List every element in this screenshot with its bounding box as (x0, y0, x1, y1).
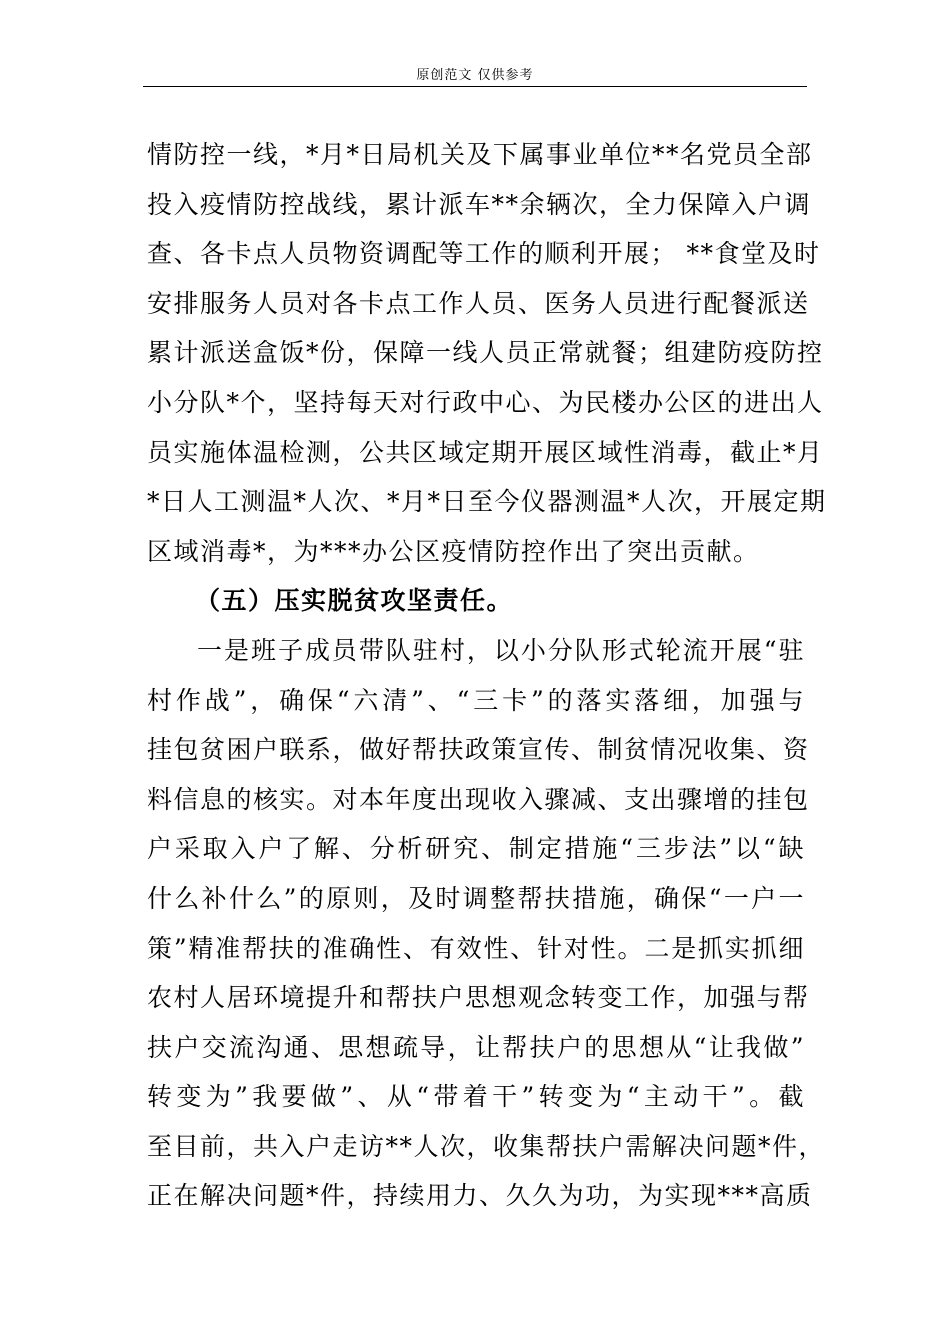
header-divider (143, 86, 807, 87)
text-line: 至目前，共入户走访**人次，收集帮扶户需解决问题*件， (147, 1131, 826, 1161)
text-line: 情防控一线，*月*日局机关及下属事业单位**名党员全部 (147, 140, 813, 169)
text-line: 小分队*个，坚持每天对行政中心、为民楼办公区的进出人 (147, 387, 824, 417)
text-line: 累计派送盒饭*份，保障一线人员正常就餐；组建防疫防控 (147, 338, 824, 368)
text-line: 一是班子成员带队驻村，以小分队形式轮流开展“驻 (197, 635, 805, 665)
text-line: 挂包贫困户联系，做好帮扶政策宣传、制贫情况收集、资 (147, 735, 810, 765)
document-body (147, 130, 827, 1221)
text-line: 投入疫情防控战线，累计派车**余辆次，全力保障入户调 (147, 189, 812, 219)
text-line: 扶户交流沟通、思想疏导，让帮扶户的思想从“让我做” (147, 1032, 805, 1062)
text-line: 员实施体温检测，公共区域定期开展区域性消毒，截止*月 (147, 437, 824, 467)
text-line: 户采取入户了解、分析研究、制定措施“三步法”以“缺 (147, 834, 805, 864)
text-line: 村作战”，确保“六清”、“三卡”的落实落细，加强与 (147, 685, 805, 715)
text-line: 安排服务人员对各卡点工作人员、医务人员进行配餐派送 (147, 288, 810, 318)
section-heading: （五）压实脱贫攻坚责任。 (195, 586, 514, 616)
text-line: 料信息的核实。对本年度出现收入骤减、支出骤增的挂包 (147, 784, 810, 814)
text-line: 查、各卡点人员物资调配等工作的顺利开展； **食堂及时 (147, 239, 821, 269)
text-line: 什么补什么”的原则，及时调整帮扶措施，确保“一户一 (147, 883, 805, 913)
text-line: 区域消毒*，为***办公区疫情防控作出了突出贡献。 (147, 536, 760, 566)
text-line: 正在解决问题*件，持续用力、久久为功，为实现***高质 (147, 1181, 813, 1211)
page-header: 原创范文 仅供参考 (416, 68, 534, 83)
text-line: *日人工测温*人次、*月*日至今仪器测温*人次，开展定期 (147, 487, 827, 517)
text-line: 转变为”我要做”、从“带着干”转变为“主动干”。截 (147, 1082, 805, 1112)
text-line: 农村人居环境提升和帮扶户思想观念转变工作，加强与帮 (147, 983, 810, 1013)
text-line: 策”精准帮扶的准确性、有效性、针对性。二是抓实抓细 (147, 933, 805, 963)
